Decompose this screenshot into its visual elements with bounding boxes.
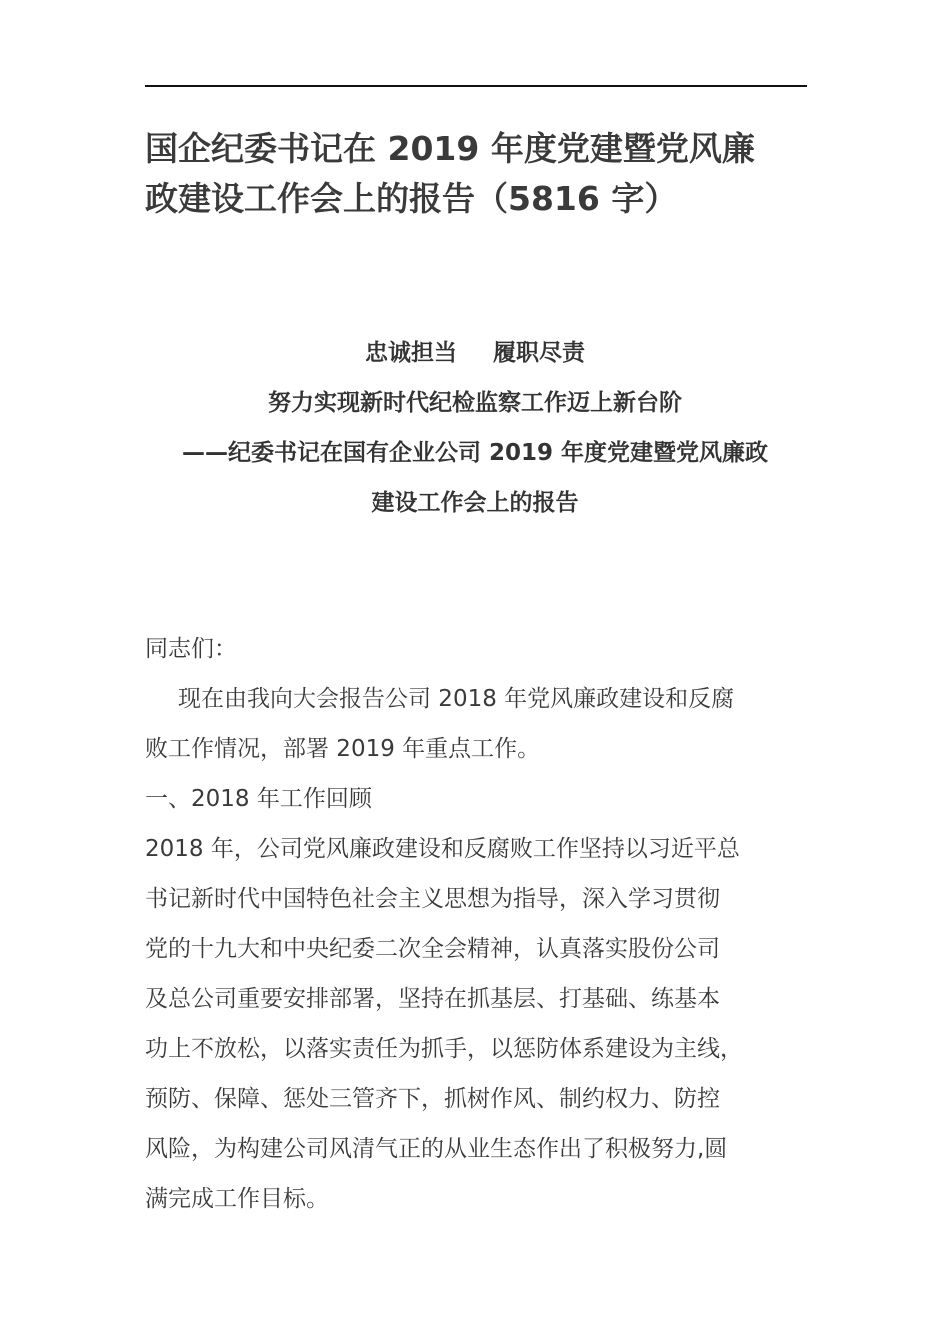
header-rule	[145, 85, 807, 87]
paragraph-line: 预防、保障、惩处三管齐下，抓树作风、制约权力、防控	[145, 1086, 720, 1112]
paragraph-line: 满完成工作目标。	[145, 1186, 329, 1212]
paragraph-line: 2018 年，公司党风廉政建设和反腐败工作坚持以习近平总	[145, 836, 740, 862]
paragraph-line: 功上不放松，以落实责任为抓手，以惩防体系建设为主线，	[145, 1036, 743, 1062]
report-subtitle	[145, 328, 805, 528]
section-heading: 一、2018 年工作回顾	[145, 786, 372, 812]
subtitle-slogan-1: 忠诚担当	[365, 340, 457, 366]
paragraph-line: 风险，为构建公司风清气正的从业生态作出了积极努力,圆	[145, 1136, 728, 1162]
salutation: 同志们：	[145, 636, 237, 662]
paragraph-line: 及总公司重要安排部署，坚持在抓基层、打基础、练基本	[145, 986, 720, 1012]
subtitle-line-4: 建设工作会上的报告	[371, 490, 579, 516]
intro-line-1: 现在由我向大会报告公司 2018 年党风廉政建设和反腐	[178, 686, 735, 712]
subtitle-line-3: ——纪委书记在国有企业公司 2019 年度党建暨党风廉政	[181, 440, 769, 466]
title-line-1: 国企纪委书记在 2019 年度党建暨党风廉	[145, 129, 755, 168]
paragraph-line: 书记新时代中国特色社会主义思想为指导，深入学习贯彻	[145, 886, 720, 912]
title-line-2: 政建设工作会上的报告（5816 字）	[145, 179, 678, 218]
subtitle-line-2: 努力实现新时代纪检监察工作迈上新台阶	[268, 390, 682, 416]
intro-line-2: 败工作情况，部署 2019 年重点工作。	[145, 736, 541, 762]
report-body	[145, 624, 810, 1224]
document-title	[145, 124, 805, 224]
subtitle-slogan-2: 履职尽责	[493, 340, 585, 366]
subtitle-line-1	[145, 328, 805, 378]
paragraph-line: 党的十九大和中央纪委二次全会精神，认真落实股份公司	[145, 936, 720, 962]
